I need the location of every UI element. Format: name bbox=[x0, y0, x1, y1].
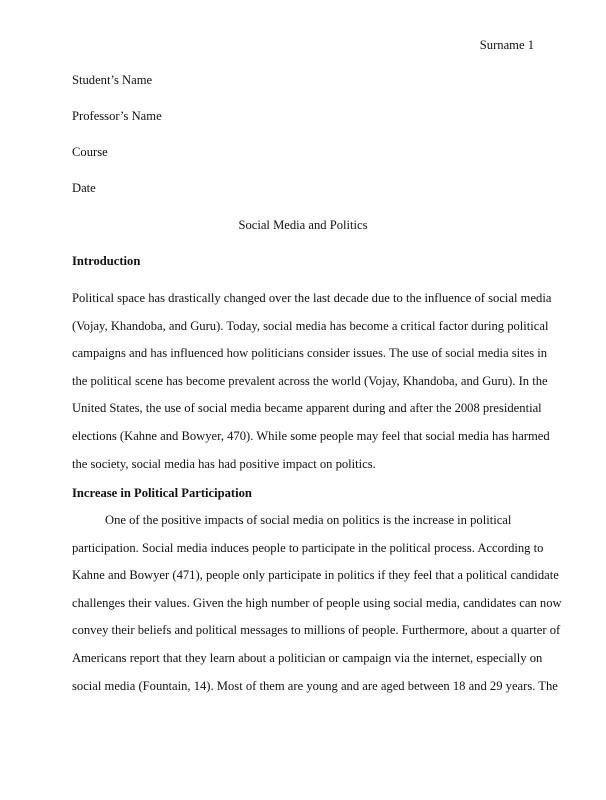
paragraph-line: elections (Kahne and Bowyer, 470). While some people may feel that social media has harmed bbox=[72, 428, 550, 443]
professor-name: Professor’s Name bbox=[72, 109, 162, 123]
paragraph-line: the political scene has become prevalent across the world (Vojay, Khandoba, and Guru). In the bbox=[72, 373, 548, 388]
paper-title: Social Media and Politics bbox=[238, 218, 368, 232]
section-heading-introduction: Introduction bbox=[72, 254, 141, 268]
mla-heading bbox=[72, 70, 534, 214]
paragraph-line: Political space has drastically changed over the last decade due to the influence of social media bbox=[72, 291, 552, 305]
participation-paragraph bbox=[72, 510, 562, 703]
paragraph-line: campaigns and has influenced how politicians consider issues. The use of social media sites in bbox=[72, 346, 548, 361]
section-heading-political-participation: Increase in Political Participation bbox=[72, 486, 252, 500]
student-name: Student’s Name bbox=[72, 73, 153, 87]
paragraph-line: Kahne and Bowyer (471), people only participate in politics if they feel that a political candidate bbox=[72, 568, 559, 583]
paragraph-line: Americans report that they learn about a politician or campaign via the internet, especially on bbox=[72, 650, 543, 665]
paragraph-line: convey their beliefs and political messages to millions of people. Furthermore, about a quarter of bbox=[72, 623, 561, 638]
paragraph-line: social media (Fountain, 14). Most of them are young and are aged between 18 and 29 years. The bbox=[72, 678, 558, 693]
course-name: Course bbox=[72, 145, 108, 159]
paragraph-line: the society, social media has had positive impact on politics. bbox=[72, 456, 376, 471]
paragraph-line: United States, the use of social media became apparent during and after the 2008 presidential bbox=[72, 401, 542, 416]
introduction-paragraph bbox=[72, 288, 552, 481]
paragraph-line: One of the positive impacts of social media on politics is the increase in political bbox=[105, 513, 512, 527]
paragraph-line: challenges their values. Given the high number of people using social media, candidates can now bbox=[72, 595, 562, 610]
paragraph-line: participation. Social media induces people to participate in the political process. According to bbox=[72, 540, 544, 555]
paragraph-line: (Vojay, Khandoba, and Guru). Today, social media has become a critical factor during political bbox=[72, 318, 549, 333]
running-head: Surname 1 bbox=[479, 38, 534, 52]
date: Date bbox=[72, 181, 96, 195]
